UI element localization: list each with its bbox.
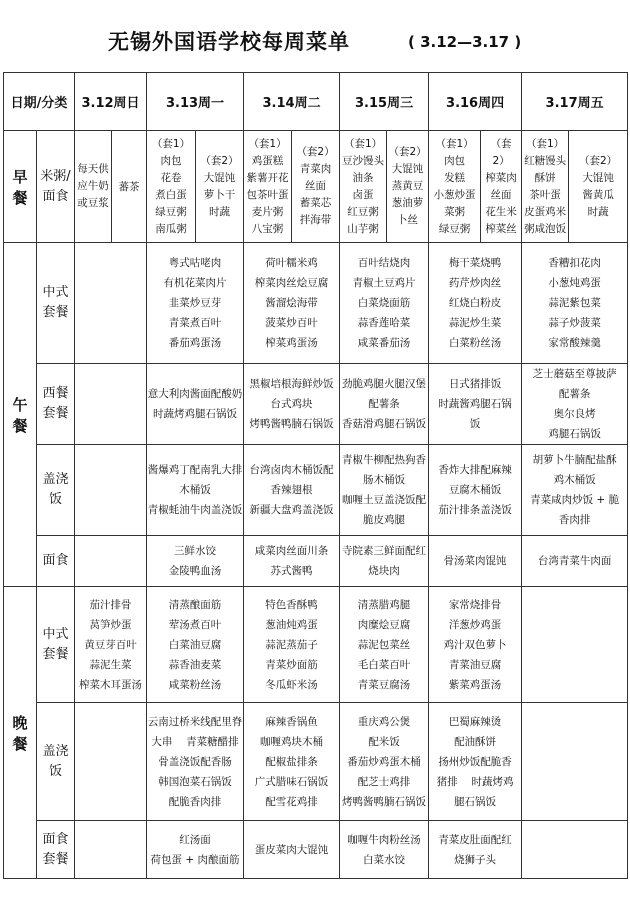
dinner-chinese-tue bbox=[244, 587, 340, 703]
menu-line: 鸡汁双色萝卜 bbox=[443, 638, 507, 651]
category-label bbox=[37, 243, 75, 364]
menu-line: 寺院素三鲜面配红 bbox=[342, 545, 427, 557]
menu-line: 菠菜炒百叶 bbox=[265, 317, 318, 329]
lunch-noodle-tue bbox=[244, 536, 340, 587]
menu-line: 青椒牛柳配热狗香 bbox=[342, 454, 427, 466]
category-label bbox=[37, 587, 75, 703]
weekly-menu-table bbox=[3, 72, 628, 879]
dinner-noodle-wed bbox=[340, 821, 429, 879]
menu-line: 猪排 时蔬烤鸡 bbox=[436, 775, 514, 788]
menu-line: 烧狮子头 bbox=[454, 853, 497, 866]
dinner-sun-empty bbox=[75, 821, 147, 879]
menu-line: 时蔬 bbox=[587, 205, 609, 218]
menu-line: 有机花菜肉片 bbox=[163, 277, 227, 289]
breakfast-mon-set2 bbox=[196, 131, 244, 243]
category-label bbox=[37, 821, 75, 879]
menu-line: 大馄饨 bbox=[391, 163, 424, 175]
lunch-western-wed bbox=[340, 364, 429, 445]
menu-line: 青椒土豆鸡片 bbox=[352, 277, 416, 289]
dinner-chinese-thu bbox=[429, 587, 522, 703]
menu-line: 青菜炒面筋 bbox=[265, 658, 318, 671]
menu-line: 山芋粥 bbox=[347, 222, 379, 235]
menu-line: 腿石锅饭 bbox=[454, 795, 497, 808]
menu-line: 配油酥饼 bbox=[454, 735, 497, 748]
dinner-chinese-row bbox=[4, 587, 628, 703]
menu-line: 蒜香油麦菜 bbox=[168, 658, 222, 671]
menu-line: 青菜油豆腐 bbox=[448, 658, 502, 671]
menu-line: 云南过桥米线配里脊 bbox=[147, 715, 243, 728]
menu-line: 榨菜丝 bbox=[485, 222, 517, 235]
menu-line: 香肉排 bbox=[558, 514, 591, 526]
menu-line: 面食 bbox=[42, 831, 69, 847]
menu-line: 葱油萝 bbox=[391, 197, 424, 209]
breakfast-fri-set2 bbox=[569, 131, 628, 243]
menu-line: 苏式酱鸭 bbox=[270, 565, 313, 577]
menu-line: 蒜泥炒生菜 bbox=[448, 317, 502, 329]
menu-line: 葱油炖鸡蛋 bbox=[265, 618, 318, 631]
menu-line: 三鲜水饺 bbox=[174, 545, 217, 557]
lunch-noodle-thu bbox=[429, 536, 522, 587]
menu-line: 小葱炖鸡蛋 bbox=[548, 277, 601, 289]
breakfast-fri-set1 bbox=[522, 131, 569, 243]
breakfast-row bbox=[4, 131, 628, 243]
dinner-sun-empty bbox=[75, 703, 147, 821]
category-label bbox=[37, 364, 75, 445]
dinner-fri-empty bbox=[522, 821, 628, 879]
meal-label-breakfast bbox=[4, 131, 37, 243]
menu-line: 2） bbox=[492, 154, 510, 167]
menu-line: 咸菜粉丝汤 bbox=[168, 678, 222, 691]
menu-line: 应牛奶 bbox=[77, 180, 109, 192]
menu-line: 重庆鸡公煲 bbox=[357, 715, 411, 728]
menu-line: 配薯条 bbox=[368, 398, 400, 410]
dinner-rice-mon bbox=[147, 703, 244, 821]
menu-line: 冬瓜虾米汤 bbox=[265, 678, 318, 691]
menu-line: 紫菜鸡蛋汤 bbox=[448, 678, 502, 691]
menu-line: 荤汤煮百叶 bbox=[168, 618, 222, 631]
menu-line: 韩国泡菜石锅饭 bbox=[158, 775, 232, 788]
menu-line: （套2） bbox=[388, 146, 427, 158]
category-label bbox=[37, 131, 75, 243]
menu-line: 肉糜烩豆腐 bbox=[357, 618, 411, 631]
category-label bbox=[37, 445, 75, 536]
menu-line: 每天供 bbox=[77, 163, 109, 175]
menu-line: 香糟扣花肉 bbox=[548, 257, 601, 269]
menu-line: 芝士蘑菇至尊披萨 bbox=[532, 368, 617, 380]
menu-line: （套1） bbox=[248, 137, 287, 150]
menu-line: 包茶叶蛋 bbox=[246, 188, 289, 201]
lunch-sun-empty bbox=[75, 536, 147, 587]
menu-line: 巴蜀麻辣烫 bbox=[448, 715, 502, 728]
menu-line: 香辣翅根 bbox=[270, 484, 313, 496]
lunch-noodle-wed bbox=[340, 536, 429, 587]
lunch-chinese-row bbox=[4, 243, 628, 364]
menu-line: 日式猪排饭 bbox=[448, 378, 502, 390]
menu-line: 套餐 bbox=[42, 406, 69, 421]
menu-line: 丝面 bbox=[305, 180, 327, 192]
menu-line: 香菇滑鸡腿石锅饭 bbox=[342, 418, 427, 430]
menu-line: 榨菜肉丝烩豆腐 bbox=[254, 277, 329, 289]
menu-line: （套2） bbox=[578, 154, 618, 167]
menu-line: 黑椒培根海鲜炒饭 bbox=[249, 378, 334, 390]
menu-line: 绿豆粥 bbox=[438, 222, 471, 235]
lunch-chinese-tue bbox=[244, 243, 340, 364]
lunch-chinese-wed bbox=[340, 243, 429, 364]
menu-title: 无锡外国语学校每周菜单 bbox=[108, 30, 350, 54]
menu-line: 中式 bbox=[42, 285, 69, 300]
menu-line: 红汤面 bbox=[179, 833, 211, 846]
lunch-western-mon bbox=[147, 364, 244, 445]
lunch-rice-fri bbox=[522, 445, 628, 536]
lunch-western-row bbox=[4, 364, 628, 445]
category-label bbox=[37, 703, 75, 821]
menu-line: 粥咸泡饭 bbox=[524, 222, 567, 235]
menu-line: 咖喱牛肉粉丝汤 bbox=[347, 833, 421, 846]
menu-line: 鸡木桶饭 bbox=[553, 474, 596, 486]
menu-line: 丝面 bbox=[490, 188, 512, 201]
menu-line: 菜粥 bbox=[444, 205, 466, 218]
lunch-rice-row bbox=[4, 445, 628, 536]
menu-line: 台式鸡块 bbox=[270, 398, 313, 410]
header-category: 日期/分类 bbox=[4, 73, 75, 131]
breakfast-mon-set1 bbox=[147, 131, 196, 243]
dinner-noodle-row bbox=[4, 821, 628, 879]
menu-line: 青菜肉 bbox=[299, 163, 332, 175]
menu-line: 萝卜干 bbox=[203, 188, 236, 201]
menu-line: 蒜香莲哈菜 bbox=[357, 317, 411, 329]
date-range: ( 3.12—3.17 ) bbox=[408, 33, 522, 51]
breakfast-thu-set2 bbox=[481, 131, 522, 243]
menu-line: 特色香酥鸭 bbox=[265, 598, 318, 611]
menu-line: （套1） bbox=[525, 137, 565, 150]
menu-line: 卤蛋 bbox=[352, 188, 374, 201]
menu-line: 时蔬烤鸡腿石锅饭 bbox=[153, 408, 238, 420]
meal-label-lunch bbox=[4, 243, 37, 587]
menu-line: 榨菜鸡蛋汤 bbox=[265, 337, 318, 349]
menu-line: 发糕 bbox=[444, 171, 466, 184]
menu-line: 或豆浆 bbox=[77, 197, 109, 209]
menu-line: 烤鸭酱鸭腩石锅饭 bbox=[342, 795, 427, 808]
category-label bbox=[37, 536, 75, 587]
menu-line: 扬州炒饭配脆香 bbox=[438, 755, 512, 768]
menu-line: 拌海带 bbox=[299, 214, 332, 226]
menu-line: 酥饼 bbox=[534, 171, 556, 184]
lunch-noodle-fri bbox=[522, 536, 628, 587]
header-day-thu: 3.16周四 bbox=[429, 73, 522, 131]
menu-line: 荷叶糯米鸡 bbox=[265, 257, 318, 269]
dinner-rice-thu bbox=[429, 703, 522, 821]
dinner-noodle-tue bbox=[244, 821, 340, 879]
menu-line: 青菜皮肚面配红 bbox=[438, 833, 512, 846]
menu-line: 皮蛋鸡米 bbox=[524, 205, 567, 218]
breakfast-wed-set1 bbox=[340, 131, 387, 243]
menu-line: 白菜烧面筋 bbox=[357, 297, 411, 309]
menu-line: 午 bbox=[12, 395, 28, 414]
menu-line: 番茄炒鸡蛋木桶 bbox=[347, 755, 421, 768]
menu-line: 餐 bbox=[12, 734, 28, 753]
menu-line: 餐 bbox=[12, 416, 28, 435]
menu-line: 盖浇 bbox=[42, 743, 69, 759]
lunch-western-thu bbox=[429, 364, 522, 445]
menu-line: 咖喱鸡块木桶 bbox=[260, 735, 324, 748]
menu-line: 红糖馒头 bbox=[524, 154, 567, 167]
menu-line: 广式腊味石锅饭 bbox=[254, 775, 329, 788]
menu-line: 套餐 bbox=[42, 851, 69, 867]
menu-line: 清蒸酿面筋 bbox=[168, 598, 222, 611]
menu-line: 肉包 bbox=[160, 154, 182, 167]
menu-line: 时蔬 bbox=[209, 205, 231, 218]
menu-line: 豆腐木桶饭 bbox=[448, 484, 502, 496]
lunch-western-tue bbox=[244, 364, 340, 445]
menu-line: 饭 bbox=[48, 763, 62, 779]
menu-line: 时蔬酱鸡腿石锅 bbox=[438, 398, 512, 410]
menu-line: 骨汤菜肉馄饨 bbox=[443, 555, 507, 567]
menu-line: 麻辣香锅鱼 bbox=[265, 715, 318, 728]
menu-line: 香炸大排配麻辣 bbox=[438, 464, 512, 476]
dinner-rice-wed bbox=[340, 703, 429, 821]
menu-line: 煮白蛋 bbox=[155, 188, 187, 201]
menu-line: 青菜豆腐汤 bbox=[357, 678, 411, 691]
breakfast-tue-set1 bbox=[244, 131, 292, 243]
menu-line: 番茄鸡蛋汤 bbox=[168, 337, 222, 349]
menu-line: 蒜子炒菠菜 bbox=[548, 317, 601, 329]
menu-line: 卜丝 bbox=[397, 214, 419, 226]
lunch-noodle-row bbox=[4, 536, 628, 587]
menu-line: 蒸黄豆 bbox=[391, 180, 424, 192]
lunch-noodle-mon bbox=[147, 536, 244, 587]
menu-line: 小葱炒蛋 bbox=[433, 188, 476, 201]
menu-line: 酱爆鸡丁配南乳大排 bbox=[147, 464, 243, 476]
menu-line: 榨菜木耳蛋汤 bbox=[79, 678, 142, 691]
menu-line: 烤鸭酱鸭腩石锅饭 bbox=[249, 418, 334, 430]
menu-line: 配雪花鸡排 bbox=[265, 795, 318, 808]
menu-line: 套餐 bbox=[42, 646, 69, 662]
header-day-sun: 3.12周日 bbox=[75, 73, 147, 131]
menu-line: 家常烧排骨 bbox=[448, 598, 502, 611]
menu-line: 套餐 bbox=[42, 305, 69, 320]
header-day-fri: 3.17周五 bbox=[522, 73, 628, 131]
menu-line: 清蒸腊鸡腿 bbox=[357, 598, 411, 611]
menu-line: 配米饭 bbox=[368, 735, 400, 748]
menu-line: 大馄饨 bbox=[582, 171, 614, 184]
menu-line: 毛白菜百叶 bbox=[357, 658, 411, 671]
menu-line: 白菜油豆腐 bbox=[168, 638, 222, 651]
menu-line: 咸菜番茄汤 bbox=[357, 337, 411, 349]
lunch-western-fri bbox=[522, 364, 628, 445]
lunch-rice-thu bbox=[429, 445, 522, 536]
menu-line: 花生米 bbox=[485, 205, 517, 218]
dinner-chinese-wed bbox=[340, 587, 429, 703]
menu-line: 米粥/ bbox=[40, 168, 71, 184]
menu-line: 面食 bbox=[42, 188, 69, 204]
menu-line: 咖喱土豆盖浇饭配 bbox=[342, 494, 427, 506]
lunch-rice-tue bbox=[244, 445, 340, 536]
menu-line: 金陵鸭血汤 bbox=[168, 565, 222, 577]
menu-line: 早 bbox=[12, 167, 28, 186]
lunch-sun-empty bbox=[75, 364, 147, 445]
menu-line: （套2） bbox=[296, 146, 335, 158]
menu-line: 晚 bbox=[12, 713, 28, 732]
menu-line: 茶叶蛋 bbox=[529, 188, 561, 201]
menu-line: 骨盖浇饭配香肠 bbox=[158, 755, 232, 768]
menu-line: 南瓜粥 bbox=[155, 222, 187, 235]
menu-line: 意大利肉酱面配酸奶 bbox=[147, 388, 243, 400]
dinner-noodle-mon bbox=[147, 821, 244, 879]
menu-line: 黄豆芽百叶 bbox=[84, 638, 137, 651]
dinner-chinese-mon bbox=[147, 587, 244, 703]
menu-line: 鸡腿石锅饭 bbox=[548, 428, 601, 440]
menu-line: 茄汁排条盖浇饭 bbox=[438, 504, 512, 516]
breakfast-tue-set2 bbox=[292, 131, 340, 243]
menu-line: 榨菜肉 bbox=[485, 171, 517, 184]
menu-line: 家常酸辣羹 bbox=[548, 337, 601, 349]
header-day-mon: 3.13周一 bbox=[147, 73, 244, 131]
menu-line: 鸡蛋糕 bbox=[251, 154, 284, 167]
menu-line: 洋葱炒鸡蛋 bbox=[448, 618, 502, 631]
menu-line: 蒜泥紫包菜 bbox=[548, 297, 601, 309]
menu-line: 酱黄瓜 bbox=[582, 188, 614, 201]
menu-line: 盖浇 bbox=[42, 472, 69, 487]
menu-line: （套1） bbox=[343, 137, 383, 150]
menu-line: 大串 青菜糖醋排 bbox=[151, 735, 239, 748]
menu-line: 蕃茶 bbox=[118, 180, 140, 193]
menu-line: 木桶饭 bbox=[179, 484, 211, 496]
menu-line: 台湾青菜牛肉面 bbox=[537, 555, 612, 567]
menu-line: 咸菜肉丝面川条 bbox=[254, 545, 329, 557]
menu-line: 餐 bbox=[12, 188, 28, 207]
menu-line: （套1） bbox=[151, 137, 191, 150]
dinner-fri-empty bbox=[522, 703, 628, 821]
lunch-sun-empty bbox=[75, 243, 147, 364]
menu-line: 配薯条 bbox=[558, 388, 591, 400]
menu-line: 饭 bbox=[469, 418, 481, 430]
menu-line: 西餐 bbox=[42, 386, 69, 401]
menu-line: 蒜泥生菜 bbox=[89, 658, 132, 671]
breakfast-wed-set2 bbox=[387, 131, 429, 243]
menu-line: 青椒蚝油牛肉盖浇饭 bbox=[147, 504, 243, 516]
menu-line: 荷包蛋 + 肉酿面筋 bbox=[150, 853, 240, 866]
menu-line: 豆沙馒头 bbox=[342, 154, 385, 167]
menu-line: 花卷 bbox=[160, 171, 182, 184]
menu-line: 梅干菜烧鸭 bbox=[448, 257, 502, 269]
lunch-rice-wed bbox=[340, 445, 429, 536]
menu-line: （套1） bbox=[435, 137, 474, 150]
menu-line: 油条 bbox=[352, 171, 374, 184]
menu-line: 药芹炒肉丝 bbox=[448, 277, 502, 289]
menu-line: 面食 bbox=[42, 553, 69, 568]
menu-line: 胡萝卜牛腩配盐酥 bbox=[532, 454, 617, 466]
lunch-chinese-fri bbox=[522, 243, 628, 364]
menu-line: 红豆粥 bbox=[347, 205, 379, 218]
menu-line: 粤式咕咾肉 bbox=[168, 257, 222, 269]
header-day-wed: 3.15周三 bbox=[340, 73, 429, 131]
dinner-fri-empty bbox=[522, 587, 628, 703]
menu-line: 台湾卤肉木桶饭配 bbox=[249, 464, 334, 476]
meal-label-dinner bbox=[4, 587, 37, 879]
menu-line: 白菜粉丝汤 bbox=[448, 337, 502, 349]
menu-line: 青菜煮百叶 bbox=[168, 317, 222, 329]
menu-line: 中式 bbox=[42, 626, 69, 642]
menu-line: 白菜水饺 bbox=[363, 853, 406, 866]
menu-line: 酱溜烩海带 bbox=[265, 297, 318, 309]
menu-line: 肉包 bbox=[444, 154, 466, 167]
breakfast-sun-milk bbox=[75, 131, 112, 243]
menu-line: 蒜泥包菜丝 bbox=[357, 638, 411, 651]
lunch-sun-empty bbox=[75, 445, 147, 536]
menu-line: 配脆香肉排 bbox=[168, 795, 222, 808]
menu-line: 蓄菜芯 bbox=[299, 197, 332, 209]
breakfast-sun-extra bbox=[112, 131, 147, 243]
menu-line: 肠木桶饭 bbox=[363, 474, 406, 486]
menu-line: 烧块肉 bbox=[368, 565, 400, 577]
menu-line: 莴笋炒蛋 bbox=[89, 618, 132, 631]
dinner-noodle-thu bbox=[429, 821, 522, 879]
header-day-tue: 3.14周二 bbox=[244, 73, 340, 131]
menu-line: 紫薯开花 bbox=[246, 171, 289, 184]
menu-line: 劲脆鸡腿火腿汉堡 bbox=[342, 378, 427, 390]
breakfast-thu-set1 bbox=[429, 131, 481, 243]
lunch-chinese-mon bbox=[147, 243, 244, 364]
lunch-rice-mon bbox=[147, 445, 244, 536]
menu-line: 奥尔良烤 bbox=[553, 408, 596, 420]
menu-line: 脆皮鸡腿 bbox=[363, 514, 406, 526]
menu-line: 百叶结烧肉 bbox=[357, 257, 411, 269]
menu-line: 蛋皮菜肉大馄饨 bbox=[254, 843, 329, 856]
menu-line: 配椒盐排条 bbox=[265, 755, 318, 768]
menu-line: 新疆大盘鸡盖浇饭 bbox=[249, 504, 334, 516]
menu-line: （套 bbox=[490, 137, 512, 150]
dinner-chinese-sun bbox=[75, 587, 147, 703]
menu-line: 绿豆粥 bbox=[155, 205, 187, 218]
menu-line: 饭 bbox=[48, 492, 62, 507]
menu-line: 八宝粥 bbox=[251, 222, 284, 235]
menu-line: 麦片粥 bbox=[251, 205, 284, 218]
menu-line: 大馄饨 bbox=[203, 171, 236, 184]
dinner-rice-row bbox=[4, 703, 628, 821]
menu-line: 蒜泥蒸茄子 bbox=[265, 638, 318, 651]
menu-line: （套2） bbox=[200, 154, 239, 167]
menu-line: 配芝士鸡排 bbox=[357, 775, 411, 788]
dinner-rice-tue bbox=[244, 703, 340, 821]
menu-line: 韭菜炒豆芽 bbox=[168, 297, 222, 309]
lunch-chinese-thu bbox=[429, 243, 522, 364]
menu-line: 青菜咸肉炒饭 + 脆 bbox=[530, 494, 620, 506]
header-row bbox=[4, 73, 628, 131]
menu-line: 茄汁排骨 bbox=[89, 598, 132, 611]
menu-line: 红烧白粉皮 bbox=[448, 297, 502, 309]
